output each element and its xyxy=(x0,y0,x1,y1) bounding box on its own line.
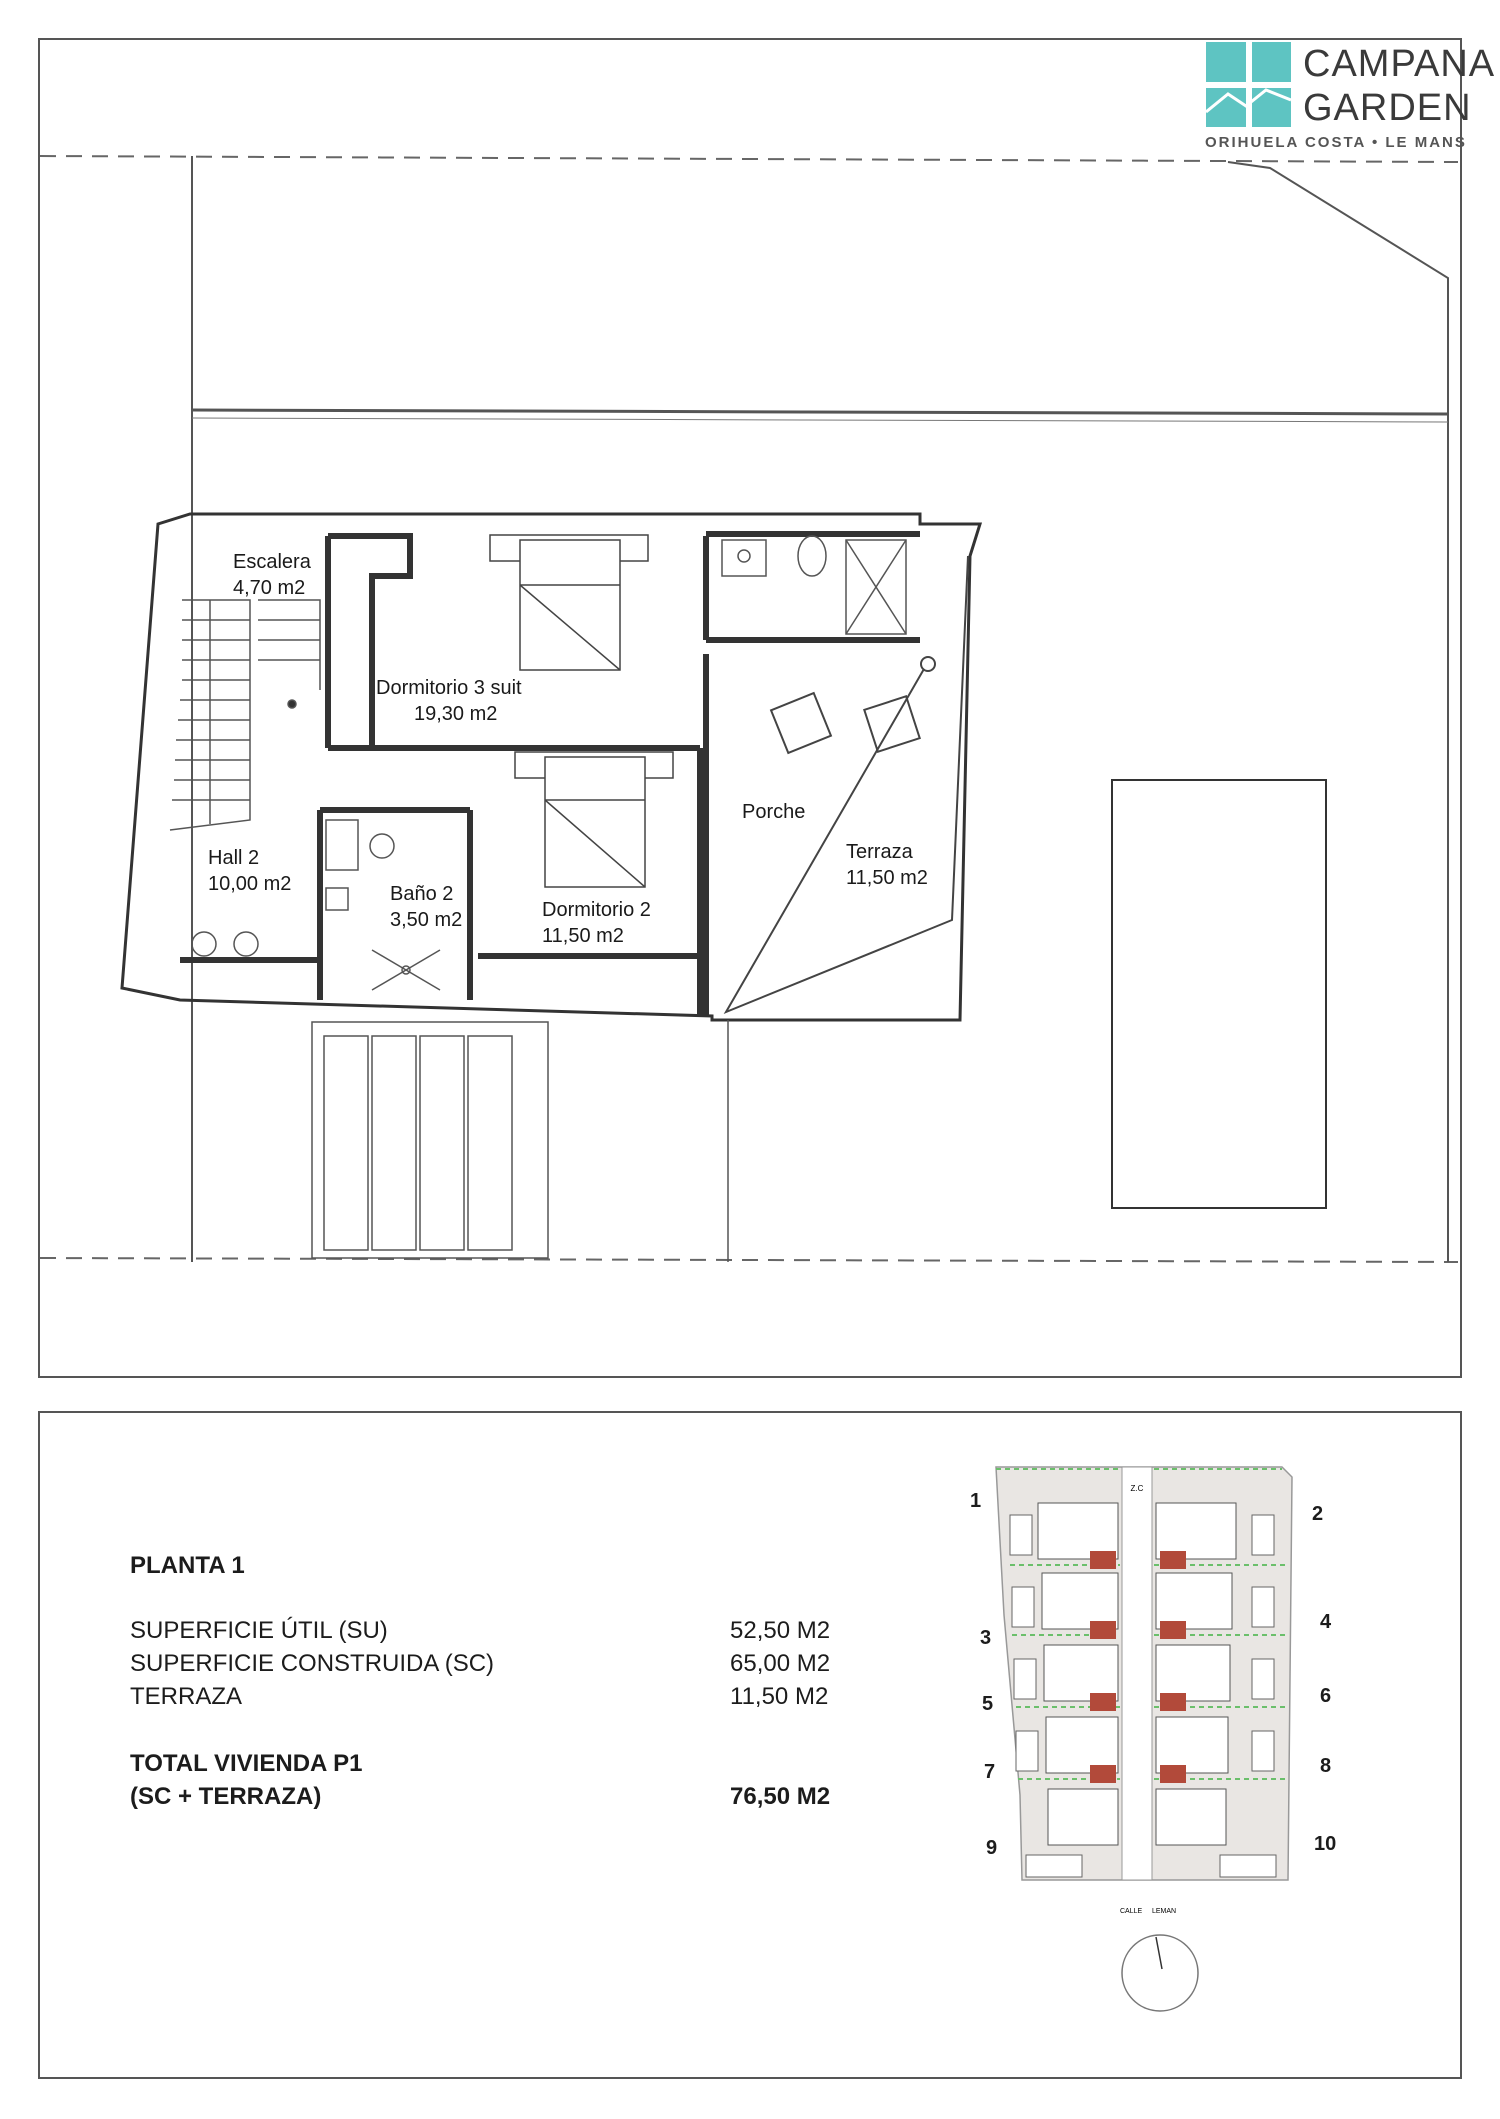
summary-row-label: SUPERFICIE ÚTIL (SU) xyxy=(130,1617,388,1644)
bed-dormitorio-3 xyxy=(490,535,648,670)
summary-total xyxy=(130,1747,850,1813)
site-number-3: 3 xyxy=(980,1627,992,1649)
room-escalera-name: Escalera xyxy=(233,551,311,573)
terrace-shape xyxy=(726,556,968,1012)
summary-row xyxy=(130,1680,850,1713)
summary-total-value: 76,50 M2 xyxy=(730,1783,831,1810)
summary-total-label-1: TOTAL VIVIENDA P1 xyxy=(130,1750,363,1777)
logo-line-1: CAMPANA xyxy=(1303,43,1496,85)
room-escalera-area: 4,70 m2 xyxy=(233,577,306,599)
site-number-6: 6 xyxy=(1320,1685,1332,1707)
campana-garden-logo xyxy=(1201,42,1496,157)
bath-fixtures xyxy=(722,536,906,634)
room-porche-name: Porche xyxy=(742,801,806,823)
room-dormitorio2-area: 11,50 m2 xyxy=(542,925,624,947)
summary-row-label: TERRAZA xyxy=(130,1683,243,1710)
room-hall2-area: 10,00 m2 xyxy=(208,873,292,895)
summary-row xyxy=(130,1647,850,1680)
room-bano2-area: 3,50 m2 xyxy=(390,909,463,931)
summary-row-value: 52,50 M2 xyxy=(730,1617,831,1644)
site-number-10: 10 xyxy=(1314,1833,1337,1855)
summary-row-label: SUPERFICIE CONSTRUIDA (SC) xyxy=(130,1650,495,1677)
hall-furniture xyxy=(192,932,258,956)
site-number-8: 8 xyxy=(1320,1755,1332,1777)
logo-mark-icon xyxy=(1206,42,1291,127)
parking-area xyxy=(312,1020,728,1262)
site-number-1: 1 xyxy=(970,1490,982,1512)
summary-row xyxy=(130,1614,850,1647)
site-zc-label: Z.C xyxy=(1130,1484,1144,1493)
room-dormitorio3-area: 19,30 m2 xyxy=(414,703,498,725)
north-arrow-icon xyxy=(1122,1935,1198,2011)
room-hall2-name: Hall 2 xyxy=(208,847,260,869)
ground-floor-line xyxy=(192,410,1448,414)
site-plan-drawing xyxy=(970,1455,1350,2015)
room-dormitorio3-name: Dormitorio 3 suit xyxy=(376,677,522,699)
site-plan xyxy=(970,1455,1350,2015)
bed-dormitorio-2 xyxy=(515,752,673,887)
room-terraza-area: 11,50 m2 xyxy=(846,867,928,889)
site-number-5: 5 xyxy=(982,1693,994,1715)
summary-total-label-2: (SC + TERRAZA) xyxy=(130,1783,322,1810)
site-number-4: 4 xyxy=(1320,1611,1332,1633)
logo-title xyxy=(1303,42,1495,130)
room-dormitorio2-name: Dormitorio 2 xyxy=(542,899,651,921)
summary-row-value: 65,00 M2 xyxy=(730,1650,831,1677)
area-summary xyxy=(130,1552,850,1813)
plot-line-bottom xyxy=(40,1258,1458,1262)
summary-row-value: 11,50 M2 xyxy=(730,1683,829,1710)
site-street-label-1: CALLE xyxy=(1120,1908,1143,1915)
pool xyxy=(1112,780,1326,1208)
room-terraza-name: Terraza xyxy=(846,841,913,863)
logo-subtitle: ORIHUELA COSTA • LE MANS xyxy=(1205,134,1467,151)
site-street-label-2: LEMAN xyxy=(1152,1908,1177,1915)
summary-heading: PLANTA 1 xyxy=(130,1552,245,1579)
room-bano2-name: Baño 2 xyxy=(390,883,454,905)
bath-2-fixtures xyxy=(326,820,440,990)
site-number-9: 9 xyxy=(986,1837,998,1859)
logo-line-2: GARDEN xyxy=(1303,87,1472,129)
site-number-2: 2 xyxy=(1312,1503,1324,1525)
site-number-7: 7 xyxy=(984,1761,996,1783)
